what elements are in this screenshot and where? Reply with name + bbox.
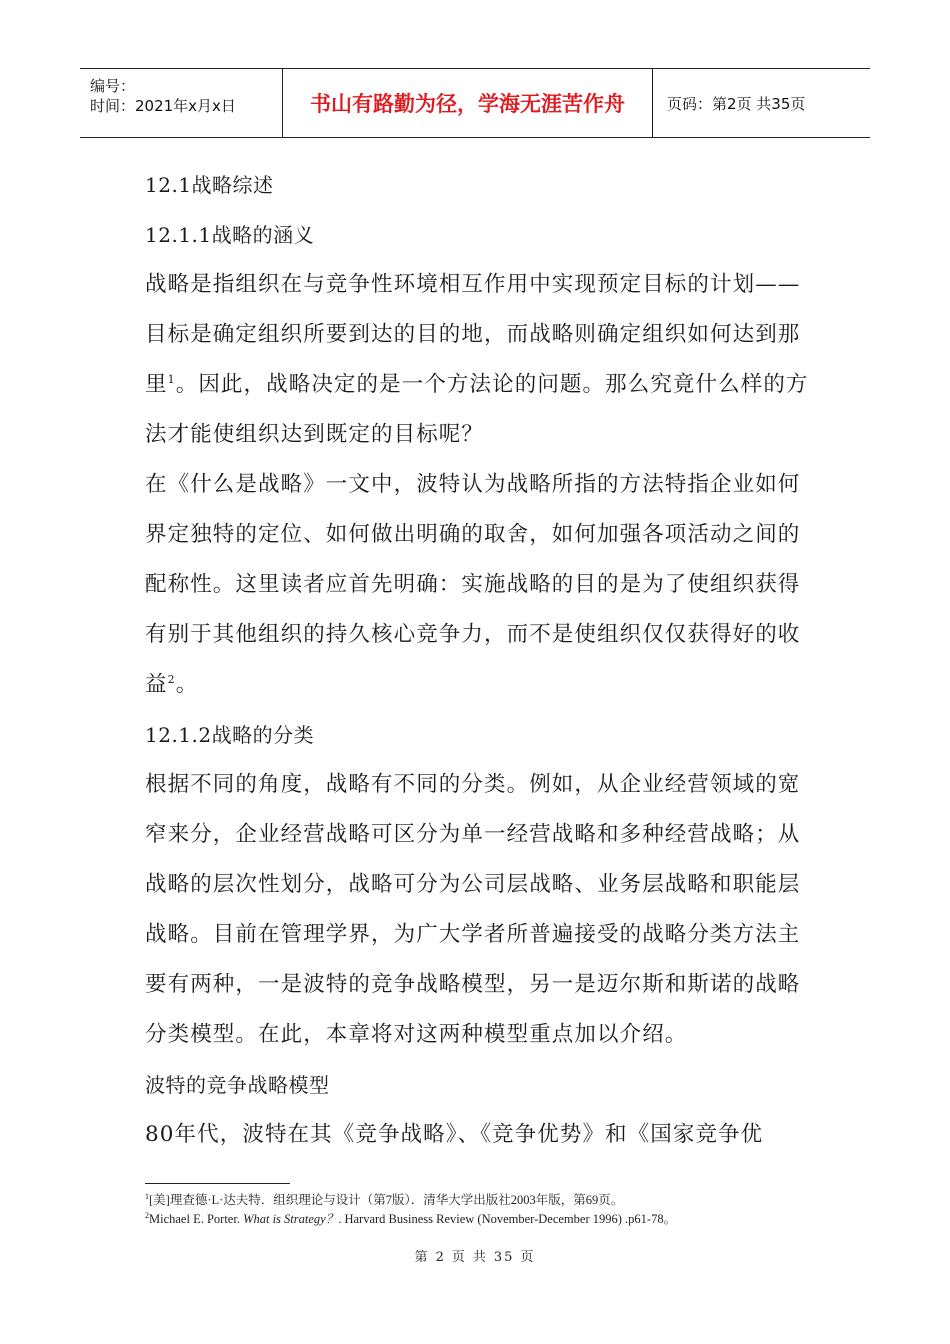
page-total: 35 <box>493 1250 515 1265</box>
paragraph-line: 在《什么是战略》一文中，波特认为战略所指的方法特指企业如何 <box>145 472 801 497</box>
text-fragment: 。 <box>175 672 199 697</box>
page-footer <box>0 1246 950 1265</box>
topic-heading: 波特的竞争战略模型 <box>145 1073 330 1097</box>
paragraph-line <box>145 360 810 410</box>
paragraph-line: 要有两种，一是波特的竞争战略模型，另一是迈尔斯和斯诺的战略 <box>145 972 801 997</box>
text-fragment: 。因此，战略决定的是一个方法论的问题。那么究竟什么样的方 <box>175 372 809 397</box>
paragraph-line: 有别于其他组织的持久核心竞争力，而不是使组织仅仅获得好的收 <box>145 622 801 647</box>
footnote-text: . Harvard Business Review (November-December 1996) .p61-78。 <box>338 1212 677 1226</box>
paragraph-line: 战略。目前在管理学界，为广大学者所普遍接受的战略分类方法主 <box>145 922 801 947</box>
page-footer-text: 页 <box>451 1250 467 1265</box>
footnote-divider <box>145 1183 290 1184</box>
paragraph-line: 战略的层次性划分，战略可分为公司层战略、业务层战略和职能层 <box>145 872 801 897</box>
document-date-label: 时间：2021年x月x日 <box>90 97 236 115</box>
paragraph-line: 界定独特的定位、如何做出明确的取舍，如何加强各项活动之间的 <box>145 522 801 547</box>
footnote-title: What is Strategy？ <box>243 1212 339 1226</box>
page-footer-text: 共 <box>472 1250 488 1265</box>
page-number: 2 <box>435 1250 446 1265</box>
header-motto: 书山有路勤为径，学海无涯苦作舟 <box>283 69 653 137</box>
paragraph-line: 目标是确定组织所要到达的目的地，而战略则确定组织如何达到那 <box>145 322 801 347</box>
footnote-number: 1 <box>145 1191 149 1201</box>
section-heading: 12.1战略综述 <box>145 173 274 197</box>
text-fragment: 里 <box>145 372 168 397</box>
subsection-heading: 12.1.2战略的分类 <box>145 723 315 747</box>
paragraph-line <box>145 660 810 710</box>
footnote-2 <box>145 1209 676 1227</box>
footnote-number: 2 <box>145 1210 149 1220</box>
header-page-label: 页码：第2页 共35页 <box>667 94 806 113</box>
page-footer-text: 第 <box>414 1250 430 1265</box>
header-meta-cell <box>80 69 283 137</box>
paragraph-line: 法才能使组织达到既定的目标呢？ <box>145 422 485 447</box>
document-header <box>80 68 870 138</box>
text-fragment: 益 <box>145 672 168 697</box>
footnote-1 <box>145 1190 623 1208</box>
paragraph-line: 战略是指组织在与竞争性环境相互作用中实现预定目标的计划—— <box>145 272 801 297</box>
subsection-heading: 12.1.1战略的涵义 <box>145 223 315 247</box>
page-footer-text: 页 <box>520 1250 536 1265</box>
footnote-ref-1[interactable]: 1 <box>167 372 176 386</box>
footnote-ref-2[interactable]: 2 <box>167 672 176 686</box>
paragraph-line: 分类模型。在此，本章将对这两种模型重点加以介绍。 <box>145 1022 688 1047</box>
document-body <box>145 160 810 1160</box>
paragraph-line: 根据不同的角度，战略有不同的分类。例如，从企业经营领域的宽 <box>145 772 801 797</box>
document-number-label: 编号： <box>90 77 136 95</box>
footnote-text: Michael E. Porter. <box>149 1212 244 1226</box>
paragraph-line: 80年代，波特在其《竞争战略》、《竞争优势》和《国家竞争优 <box>145 1122 764 1147</box>
paragraph-line: 配称性。这里读者应首先明确：实施战略的目的是为了使组织获得 <box>145 572 801 597</box>
footnote-text: [美]理查德·L·达夫特．组织理论与设计（第7版）．清华大学出版社2003年版，第69页。 <box>149 1193 624 1207</box>
paragraph-line: 窄来分，企业经营战略可区分为单一经营战略和多种经营战略；从 <box>145 822 801 847</box>
